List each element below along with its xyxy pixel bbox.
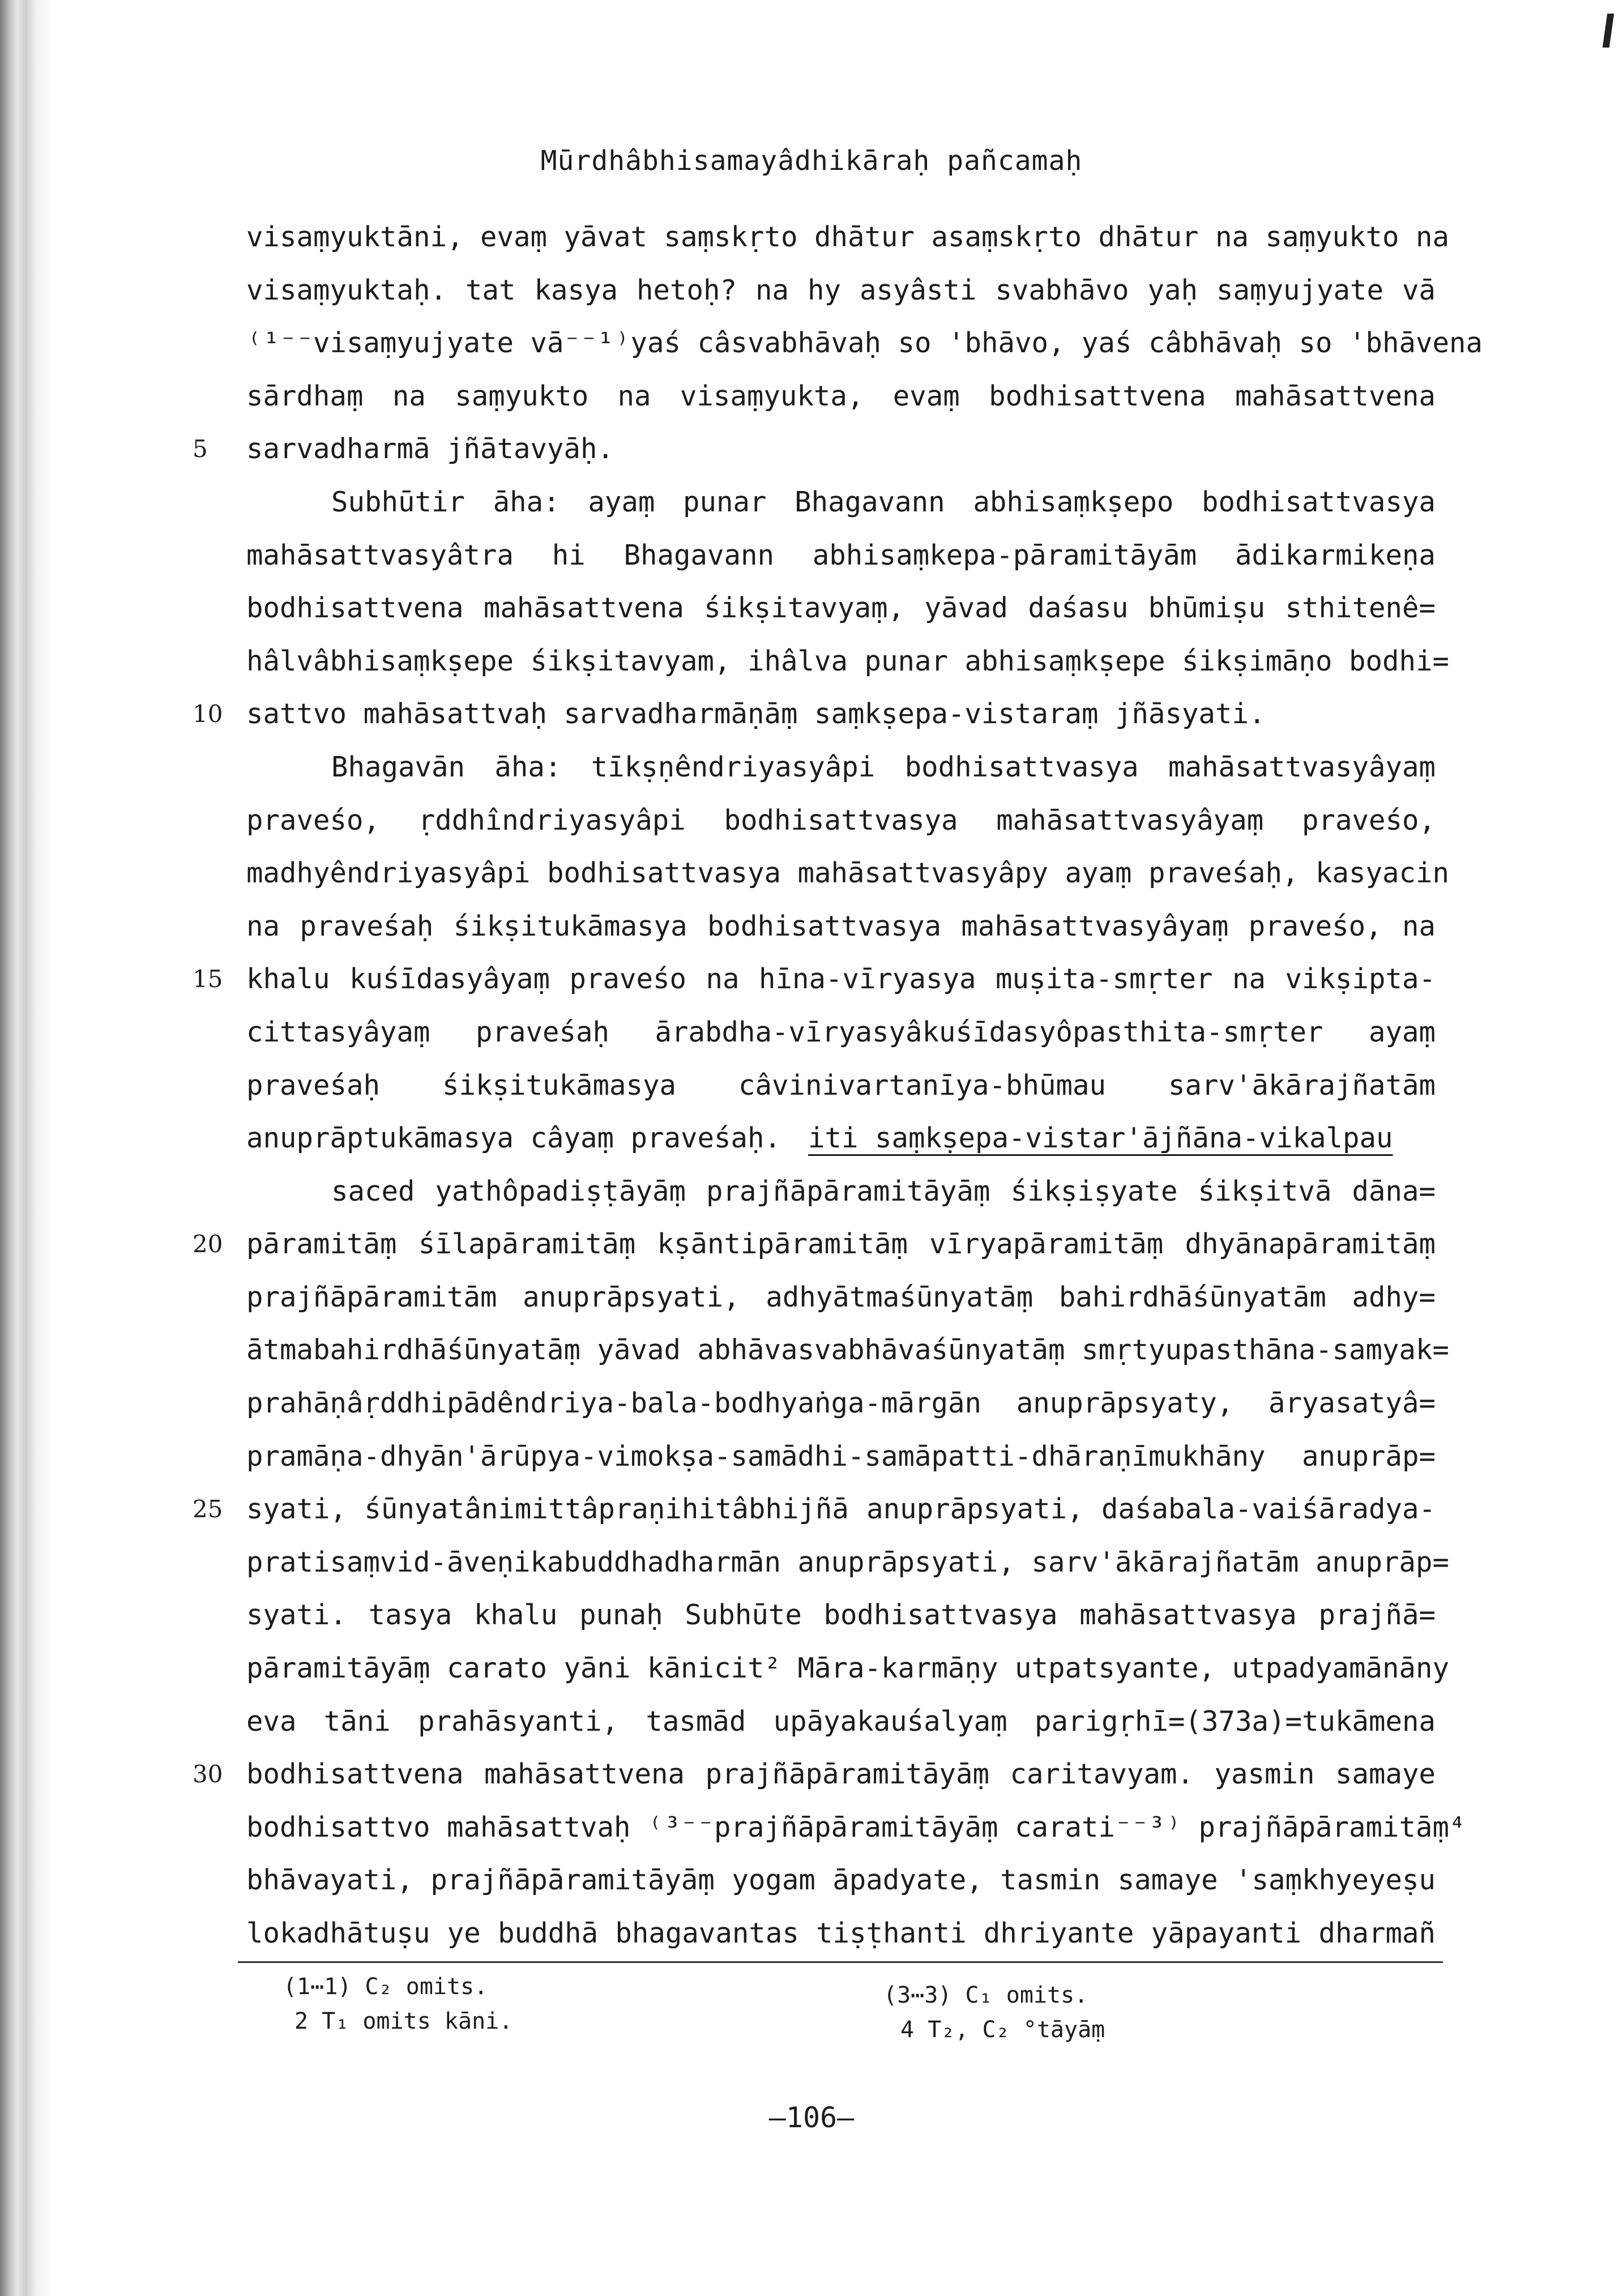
running-head: Mūrdhâbhisamayâdhikāraḥ pañcamaḥ [540,145,1083,177]
line-number: 15 [193,965,223,993]
text-line: syati. tasya khalu punaḥ Subhūte bodhisattvasya mahāsattvasya prajñā= [246,1599,1436,1632]
corner-mark [1603,14,1614,48]
text-line: Bhagavān āha: tīkṣṇêndriyasyâpi bodhisattvasya mahāsattvasyâyaṃ [331,750,1436,783]
text-line: praveśaḥ śikṣitukāmasya câvinivartanīya-bhūmau sarv'ākārajñatām [246,1069,1436,1102]
footnote: (1⋯1) C₂ omits. [283,1974,488,2000]
text-line: 5 sarvadharmā jñātavyāḥ. [246,423,1436,476]
text-line: pratisaṃvid-āveṇikabuddhadharmān anuprāpsyati, sarv'ākārajñatām anuprāp= [246,1546,1450,1578]
binding-edge [0,0,54,2296]
text-line: praveśo, ṛddhîndriyasyâpi bodhisattvasya mahāsattvasyâyaṃ praveśo, [246,804,1436,837]
text-line: lokadhātuṣu ye buddhā bhagavantas tiṣṭhanti dhriyante yāpayanti dharmañ [246,1917,1436,1949]
text-line: prajñāpāramitām anuprāpsyati, adhyātmaśūnyatāṃ bahirdhāśūnyatām adhy= [246,1281,1436,1313]
text-line: pāramitāyāṃ carato yāni kānicit² Māra-karmāṇy utpatsyante, utpadyamānāny [246,1652,1450,1685]
footnote: 4 T₂, C₂ °tāyāṃ [900,2017,1105,2043]
text-line: 20 pāramitāṃ śīlapāramitāṃ kṣāntipāramitāṃ vīryapāramitāṃ dhyānapāramitāṃ [246,1218,1436,1271]
line-number: 25 [193,1495,223,1523]
text-line: prahāṇâṛddhipādêndriya-bala-bodhyaṅga-mārgān anuprāpsyaty, āryasatyâ= [246,1387,1436,1420]
text-line: pramāṇa-dhyān'ārūpya-vimokṣa-samādhi-samāpatti-dhāraṇīmukhāny anuprāp= [246,1440,1436,1473]
text-line: ātmabahirdhāśūnyatāṃ yāvad abhāvasvabhāvaśūnyatāṃ smṛtyupasthāna-samyak= [246,1334,1450,1367]
text-line: 30 bodhisattvena mahāsattvena prajñāpāramitāyāṃ caritavyam. yasmin samaye [246,1748,1436,1801]
text-line: 15 khalu kuśīdasyâyaṃ praveśo na hīna-vīryasya muṣita-smṛter na vikṣipta- [246,953,1436,1006]
text-line: bodhisattvo mahāsattvaḥ ⁽³⁻⁻prajñāpāramitāyāṃ carati⁻⁻³⁾ prajñāpāramitāṃ⁴ [246,1811,1466,1843]
line-number: 20 [193,1230,223,1258]
footnote-rule [238,1961,1443,1963]
text-line: mahāsattvasyâtra hi Bhagavann abhisaṃkepa-pāramitāyām ādikarmikeṇa [246,539,1436,571]
page-number: —106— [768,2101,855,2134]
text-line: visaṃyuktāni, evaṃ yāvat saṃskṛto dhātur asaṃskṛto dhātur na saṃyukto na [246,221,1450,253]
line-number: 5 [193,435,208,463]
text-line: 25 syati, śūnyatânimittâpraṇihitâbhijñā anuprāpsyati, daśabala-vaiśāradya- [246,1483,1436,1536]
text-line: eva tāni prahāsyanti, tasmād upāyakauśalyaṃ parigṛhī=(373a)=tukāmena [246,1705,1436,1738]
text-line: 10 sattvo mahāsattvaḥ sarvadharmāṇāṃ saṃkṣepa-vistaraṃ jñāsyati. [246,688,1436,741]
text-line: bodhisattvena mahāsattvena śikṣitavyaṃ, yāvad daśasu bhūmiṣu sthitenê= [246,592,1436,625]
text-line: bhāvayati, prajñāpāramitāyāṃ yogam āpadyate, tasmin samaye 'saṃkhyeyeṣu [246,1864,1436,1897]
text-line: anuprāptukāmasya câyaṃ praveśaḥ. iti saṃkṣepa-vistar'ājñāna-vikalpau [246,1122,1393,1155]
text-line: ⁽¹⁻⁻visaṃyujyate vā⁻⁻¹⁾yaś câsvabhāvaḥ so 'bhāvo, yaś câbhāvaḥ so 'bhāvena [246,327,1483,360]
text-line: Subhūtir āha: ayaṃ punar Bhagavann abhisaṃkṣepo bodhisattvasya [331,485,1436,518]
text-line: saced yathôpadiṣṭāyāṃ prajñāpāramitāyāṃ śikṣiṣyate śikṣitvā dāna= [331,1175,1436,1207]
text-line: madhyêndriyasyâpi bodhisattvasya mahāsattvasyâpy ayaṃ praveśaḥ, kasyacin [246,857,1450,890]
body-text [193,211,1483,1960]
line-number: 10 [193,700,223,728]
line-number: 30 [193,1760,223,1789]
text-line: sārdhaṃ na saṃyukto na visaṃyukta, evaṃ bodhisattvena mahāsattvena [246,379,1436,412]
text-line: visaṃyuktaḥ. tat kasya hetoḥ? na hy asyâsti svabhāvo yaḥ saṃyujyate vā [246,274,1436,306]
text-line: na praveśaḥ śikṣitukāmasya bodhisattvasya mahāsattvasyâyaṃ praveśo, na [246,910,1436,942]
footnote: 2 T₁ omits kāni. [294,2008,513,2034]
text-line: hâlvâbhisaṃkṣepe śikṣitavyam, ihâlva punar abhisaṃkṣepe śikṣimāṇo bodhi= [246,645,1450,677]
marginal-heading: iti saṃkṣepa-vistar'ājñāna-vikalpau [808,1122,1393,1155]
text-line: cittasyâyaṃ praveśaḥ ārabdha-vīryasyâkuśīdasyôpasthita-smṛter ayaṃ [246,1015,1436,1048]
footnote: (3⋯3) C₁ omits. [883,1982,1088,2008]
